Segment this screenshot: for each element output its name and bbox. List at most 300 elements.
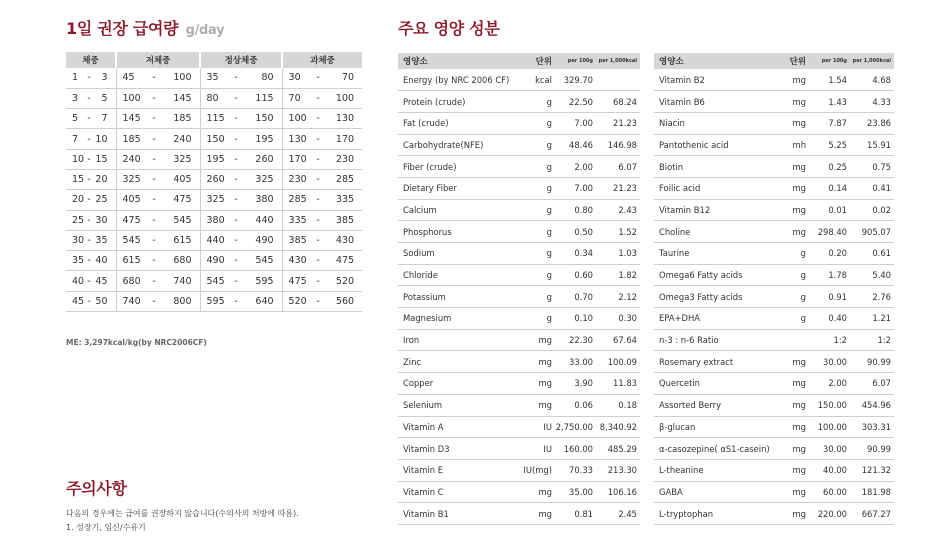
- feeding-title-text: 1일 권장 급여량: [66, 19, 179, 38]
- feeding-range-min: 430: [282, 251, 312, 271]
- feeding-range-dash: -: [84, 251, 94, 271]
- nutrient-name: Pantothenic acid: [654, 134, 776, 156]
- nutrient-per1000: 905.07: [850, 221, 894, 243]
- nutrient-per100: 7.87: [808, 112, 850, 134]
- nutrient-per1000: 146.98: [596, 134, 640, 156]
- nutrient-unit: g: [520, 264, 554, 286]
- feeding-range-max: 195: [242, 129, 282, 149]
- feeding-range-max: 30: [94, 210, 116, 230]
- feeding-range-min: 615: [116, 251, 148, 271]
- nutrient-row: [398, 221, 640, 243]
- feeding-range-min: 3: [66, 88, 84, 108]
- nutrient-unit: g: [520, 156, 554, 178]
- feeding-range-min: 405: [116, 190, 148, 210]
- nutrient-unit: mg: [520, 394, 554, 416]
- feeding-range-dash: -: [84, 169, 94, 189]
- nutrient-name: Vitamin B6: [654, 91, 776, 113]
- feeding-range-max: 115: [242, 88, 282, 108]
- feeding-range-min: 380: [200, 210, 230, 230]
- nutrient-row: [398, 503, 640, 525]
- nutrient-per100: 30.00: [808, 351, 850, 373]
- nutrient-per1000: 23.86: [850, 112, 894, 134]
- feeding-range-dash: -: [230, 149, 242, 169]
- nutrient-per100: 2,750.00: [554, 416, 596, 438]
- feeding-range-max: 800: [160, 291, 200, 311]
- feeding-range-dash: -: [148, 129, 160, 149]
- feeding-range-dash: -: [84, 149, 94, 169]
- feeding-range-max: 3: [94, 68, 116, 88]
- feeding-range-max: 185: [160, 109, 200, 129]
- nutrient-header-unit: 단위: [776, 53, 808, 69]
- nutrient-name: Zinc: [398, 351, 520, 373]
- nutrient-per1000: 90.99: [850, 351, 894, 373]
- feeding-range-min: 150: [200, 129, 230, 149]
- nutrient-header-per1000: per 1,000kcal: [850, 53, 894, 69]
- feeding-range-max: 7: [94, 109, 116, 129]
- nutrient-header-name: 영양소: [398, 53, 520, 69]
- nutrient-unit: g: [520, 243, 554, 265]
- feeding-range-min: 475: [116, 210, 148, 230]
- nutrient-name: Fat (crude): [398, 112, 520, 134]
- feeding-range-min: 545: [116, 230, 148, 250]
- feeding-row: [66, 109, 362, 129]
- nutrient-per100: 35.00: [554, 481, 596, 503]
- nutrient-unit: mg: [776, 481, 808, 503]
- nutrient-unit: IU: [520, 438, 554, 460]
- feeding-range-dash: -: [312, 109, 324, 129]
- nutrient-name: GABA: [654, 481, 776, 503]
- nutrient-name: L-tryptophan: [654, 503, 776, 525]
- feeding-range-dash: -: [230, 109, 242, 129]
- feeding-range-dash: -: [84, 88, 94, 108]
- nutrient-per1000: 11.83: [596, 373, 640, 395]
- nutrient-unit: g: [520, 308, 554, 330]
- feeding-range-min: 30: [66, 230, 84, 250]
- nutrient-row: [654, 416, 894, 438]
- nutrient-per1000: 67.64: [596, 329, 640, 351]
- feeding-range-dash: -: [312, 68, 324, 88]
- feeding-range-min: 335: [282, 210, 312, 230]
- nutrient-row: [654, 243, 894, 265]
- feeding-range-min: 195: [200, 149, 230, 169]
- nutrient-per100: 0.25: [808, 156, 850, 178]
- nutrient-name: Vitamin A: [398, 416, 520, 438]
- feeding-range-max: 45: [94, 271, 116, 291]
- nutrient-unit: g: [520, 134, 554, 156]
- nutrient-row: [398, 134, 640, 156]
- feeding-row: [66, 291, 362, 311]
- nutrient-row: [398, 243, 640, 265]
- nutrient-per100: 1:2: [808, 329, 850, 351]
- feeding-range-max: 145: [160, 88, 200, 108]
- nutrient-row: [398, 286, 640, 308]
- nutrient-per1000: 0.18: [596, 394, 640, 416]
- feeding-row: [66, 210, 362, 230]
- nutrient-per100: 1.43: [808, 91, 850, 113]
- feeding-range-dash: -: [148, 230, 160, 250]
- feeding-range-max: 50: [94, 291, 116, 311]
- nutrient-per100: 298.40: [808, 221, 850, 243]
- nutrient-per1000: 303.31: [850, 416, 894, 438]
- nutrient-unit: g: [520, 221, 554, 243]
- nutrient-per1000: 21.23: [596, 112, 640, 134]
- feeding-range-min: 5: [66, 109, 84, 129]
- feeding-table: [66, 52, 362, 312]
- nutrient-name: Potassium: [398, 286, 520, 308]
- feeding-range-dash: -: [84, 291, 94, 311]
- feeding-row: [66, 149, 362, 169]
- nutrient-per1000: 0.30: [596, 308, 640, 330]
- feeding-range-dash: -: [84, 129, 94, 149]
- feeding-range-min: 545: [200, 271, 230, 291]
- nutrient-per100: 1.78: [808, 264, 850, 286]
- nutrient-unit: mg: [776, 69, 808, 91]
- nutrient-per100: 0.20: [808, 243, 850, 265]
- nutrient-per1000: 5.40: [850, 264, 894, 286]
- nutrient-per1000: 1.03: [596, 243, 640, 265]
- feeding-range-min: 285: [282, 190, 312, 210]
- feeding-range-max: 680: [160, 251, 200, 271]
- nutrient-name: Assorted Berry: [654, 394, 776, 416]
- feeding-range-dash: -: [148, 291, 160, 311]
- nutrient-name: Omega6 Fatty acids: [654, 264, 776, 286]
- feeding-range-max: 10: [94, 129, 116, 149]
- nutrient-name: Chloride: [398, 264, 520, 286]
- nutrient-per1000: 1.82: [596, 264, 640, 286]
- feeding-range-max: 520: [324, 271, 362, 291]
- nutrient-per100: 33.00: [554, 351, 596, 373]
- nutrient-per1000: 6.07: [596, 156, 640, 178]
- feeding-range-min: 740: [116, 291, 148, 311]
- nutrient-row: [654, 459, 894, 481]
- nutrient-name: α-casozepine( αS1-casein): [654, 438, 776, 460]
- nutrient-unit: mg: [776, 503, 808, 525]
- feeding-range-max: 5: [94, 88, 116, 108]
- nutrient-per1000: 2.12: [596, 286, 640, 308]
- nutrient-row: [398, 394, 640, 416]
- nutrient-per1000: 90.99: [850, 438, 894, 460]
- nutrient-unit: g: [520, 199, 554, 221]
- nutrient-row: [654, 373, 894, 395]
- nutrient-unit: mg: [776, 438, 808, 460]
- nutrient-unit: mh: [776, 134, 808, 156]
- nutrient-row: [654, 308, 894, 330]
- nutrient-per100: 220.00: [808, 503, 850, 525]
- feeding-range-max: 475: [324, 251, 362, 271]
- feeding-range-max: 80: [242, 68, 282, 88]
- nutrient-row: [398, 329, 640, 351]
- nutrient-unit: mg: [776, 416, 808, 438]
- feeding-range-min: 45: [66, 291, 84, 311]
- feeding-range-dash: -: [230, 210, 242, 230]
- nutrient-row: [654, 221, 894, 243]
- nutrient-per100: 1.54: [808, 69, 850, 91]
- feeding-range-dash: -: [84, 210, 94, 230]
- nutrient-per1000: 0.02: [850, 199, 894, 221]
- feeding-range-max: 150: [242, 109, 282, 129]
- nutrient-row: [654, 91, 894, 113]
- nutrient-row: [398, 264, 640, 286]
- feeding-range-dash: -: [148, 271, 160, 291]
- feeding-range-max: 560: [324, 291, 362, 311]
- feeding-range-dash: -: [84, 230, 94, 250]
- feeding-range-min: 325: [200, 190, 230, 210]
- nutrient-unit: mg: [520, 503, 554, 525]
- nutrient-row: [398, 459, 640, 481]
- feeding-range-max: 405: [160, 169, 200, 189]
- nutrient-row: [654, 69, 894, 91]
- feeding-header-normal: 정상체중: [200, 52, 282, 68]
- feeding-range-max: 475: [160, 190, 200, 210]
- nutrient-unit: [776, 329, 808, 351]
- nutrient-unit: IU: [520, 416, 554, 438]
- feeding-range-max: 25: [94, 190, 116, 210]
- nutrient-unit: g: [776, 308, 808, 330]
- nutrient-unit: g: [520, 91, 554, 113]
- nutrient-header-per100: per 100g: [808, 53, 850, 69]
- nutrient-unit: mg: [520, 481, 554, 503]
- nutrient-per100: 30.00: [808, 438, 850, 460]
- feeding-range-max: 170: [324, 129, 362, 149]
- feeding-range-min: 185: [116, 129, 148, 149]
- feeding-range-dash: -: [312, 88, 324, 108]
- nutrient-name: L-theanine: [654, 459, 776, 481]
- me-note: ME: 3,297kcal/kg(by NRC2006CF): [66, 338, 207, 347]
- nutrient-per100: 0.50: [554, 221, 596, 243]
- nutrient-per1000: 454.96: [850, 394, 894, 416]
- feeding-range-min: 325: [116, 169, 148, 189]
- nutrient-name: n-3 : n-6 Ratio: [654, 329, 776, 351]
- nutrient-unit: mg: [776, 156, 808, 178]
- feeding-range-max: 335: [324, 190, 362, 210]
- nutrient-unit: mg: [776, 394, 808, 416]
- feeding-range-dash: -: [230, 169, 242, 189]
- nutrient-name: Carbohydrate(NFE): [398, 134, 520, 156]
- nutrient-name: Foilic acid: [654, 177, 776, 199]
- nutrient-header-name: 영양소: [654, 53, 776, 69]
- feeding-range-max: 15: [94, 149, 116, 169]
- nutrient-row: [398, 438, 640, 460]
- feeding-range-dash: -: [312, 230, 324, 250]
- feeding-range-min: 20: [66, 190, 84, 210]
- nutrient-unit: kcal: [520, 69, 554, 91]
- feeding-range-min: 35: [200, 68, 230, 88]
- nutrient-name: Quercetin: [654, 373, 776, 395]
- feeding-range-dash: -: [312, 251, 324, 271]
- nutrient-name: Protein (crude): [398, 91, 520, 113]
- nutrient-name: Vitamin C: [398, 481, 520, 503]
- nutrient-per100: 22.30: [554, 329, 596, 351]
- feeding-range-min: 130: [282, 129, 312, 149]
- nutrient-row: [654, 112, 894, 134]
- feeding-row: [66, 68, 362, 88]
- feeding-range-dash: -: [230, 68, 242, 88]
- nutrient-row: [654, 394, 894, 416]
- feeding-header-underweight: 저체중: [116, 52, 200, 68]
- nutrient-per1000: [596, 69, 640, 91]
- feeding-range-dash: -: [148, 88, 160, 108]
- nutrient-per100: 22.50: [554, 91, 596, 113]
- feeding-range-min: 1: [66, 68, 84, 88]
- feeding-range-min: 100: [116, 88, 148, 108]
- nutrient-header-per1000: per 1,000kcal: [596, 53, 640, 69]
- nutrient-per100: 0.34: [554, 243, 596, 265]
- nutrient-per1000: 0.75: [850, 156, 894, 178]
- nutrient-name: Vitamin B2: [654, 69, 776, 91]
- nutrient-per100: 0.06: [554, 394, 596, 416]
- feeding-range-dash: -: [230, 291, 242, 311]
- feeding-range-dash: -: [148, 149, 160, 169]
- nutrient-name: Phosphorus: [398, 221, 520, 243]
- feeding-range-dash: -: [312, 271, 324, 291]
- nutrient-row: [398, 373, 640, 395]
- feeding-range-max: 40: [94, 251, 116, 271]
- feeding-range-min: 385: [282, 230, 312, 250]
- nutrient-unit: mg: [776, 221, 808, 243]
- nutrient-unit: IU(mg): [520, 459, 554, 481]
- nutrients-table-left: [398, 53, 640, 525]
- nutrient-per100: 0.70: [554, 286, 596, 308]
- feeding-range-dash: -: [230, 88, 242, 108]
- nutrient-name: Energy (by NRC 2006 CF): [398, 69, 520, 91]
- nutrient-per100: 329.70: [554, 69, 596, 91]
- nutrient-per1000: 485.29: [596, 438, 640, 460]
- nutrient-name: Vitamin D3: [398, 438, 520, 460]
- feeding-header-weight: 체중: [66, 52, 116, 68]
- feeding-range-dash: -: [148, 210, 160, 230]
- nutrient-per100: 7.00: [554, 112, 596, 134]
- nutrient-per1000: 1.21: [850, 308, 894, 330]
- feeding-range-max: 615: [160, 230, 200, 250]
- nutrient-row: [398, 416, 640, 438]
- caution-title: 주의사항: [66, 479, 127, 498]
- feeding-header-overweight: 과체중: [282, 52, 362, 68]
- nutrient-per100: 40.00: [808, 459, 850, 481]
- nutrient-row: [654, 351, 894, 373]
- feeding-range-max: 130: [324, 109, 362, 129]
- nutrient-per1000: 21.23: [596, 177, 640, 199]
- nutrient-row: [398, 177, 640, 199]
- feeding-range-min: 475: [282, 271, 312, 291]
- nutrient-per100: 150.00: [808, 394, 850, 416]
- caution-line-2: 1. 성장기, 임신/수유기: [66, 523, 146, 532]
- feeding-range-dash: -: [84, 271, 94, 291]
- nutrient-name: Vitamin B1: [398, 503, 520, 525]
- nutrient-per1000: 0.61: [850, 243, 894, 265]
- feeding-range-max: 285: [324, 169, 362, 189]
- nutrient-per1000: 121.32: [850, 459, 894, 481]
- feeding-range-min: 70: [282, 88, 312, 108]
- nutrient-per1000: 106.16: [596, 481, 640, 503]
- nutrient-per1000: 1:2: [850, 329, 894, 351]
- feeding-range-max: 325: [160, 149, 200, 169]
- nutrient-row: [398, 199, 640, 221]
- feeding-row: [66, 169, 362, 189]
- feeding-range-max: 100: [324, 88, 362, 108]
- nutrient-row: [654, 199, 894, 221]
- nutrient-per100: 100.00: [808, 416, 850, 438]
- nutrient-row: [398, 112, 640, 134]
- feeding-row: [66, 251, 362, 271]
- nutrient-per100: 0.40: [808, 308, 850, 330]
- feeding-range-dash: -: [312, 291, 324, 311]
- nutrient-per100: 0.60: [554, 264, 596, 286]
- nutrient-unit: mg: [520, 351, 554, 373]
- feeding-unit: g/day: [185, 23, 225, 38]
- nutrient-per1000: 181.98: [850, 481, 894, 503]
- nutrient-row: [398, 351, 640, 373]
- feeding-range-dash: -: [312, 129, 324, 149]
- feeding-range-dash: -: [84, 68, 94, 88]
- feeding-range-max: 430: [324, 230, 362, 250]
- feeding-range-dash: -: [230, 271, 242, 291]
- nutrient-name: Taurine: [654, 243, 776, 265]
- nutrient-per1000: 2.76: [850, 286, 894, 308]
- feeding-range-min: 520: [282, 291, 312, 311]
- nutrient-name: Dietary Fiber: [398, 177, 520, 199]
- nutrient-unit: g: [776, 264, 808, 286]
- nutrient-row: [654, 156, 894, 178]
- caution-line-1: 다음의 경우에는 급여를 권장하지 않습니다(수의사의 처방에 따름).: [66, 509, 299, 518]
- feeding-range-min: 25: [66, 210, 84, 230]
- feeding-row: [66, 190, 362, 210]
- nutrient-per100: 2.00: [554, 156, 596, 178]
- feeding-range-max: 380: [242, 190, 282, 210]
- feeding-range-min: 45: [116, 68, 148, 88]
- nutrient-unit: g: [520, 112, 554, 134]
- nutrient-name: Rosemary extract: [654, 351, 776, 373]
- feeding-range-max: 490: [242, 230, 282, 250]
- nutrient-per100: 0.10: [554, 308, 596, 330]
- nutrient-name: Niacin: [654, 112, 776, 134]
- feeding-range-dash: -: [148, 109, 160, 129]
- nutrients-left-body: [398, 69, 640, 524]
- nutrient-per1000: 8,340.92: [596, 416, 640, 438]
- feeding-title: [66, 16, 224, 39]
- nutrients-title: 주요 영양 성분: [398, 19, 500, 38]
- nutrients-table-right: [654, 53, 894, 525]
- feeding-range-dash: -: [230, 230, 242, 250]
- nutrient-per100: 0.14: [808, 177, 850, 199]
- nutrient-unit: mg: [520, 329, 554, 351]
- nutrient-name: Omega3 Fatty acids: [654, 286, 776, 308]
- feeding-row: [66, 230, 362, 250]
- nutrient-per100: 60.00: [808, 481, 850, 503]
- nutrient-per1000: 6.07: [850, 373, 894, 395]
- nutrient-row: [654, 286, 894, 308]
- nutrient-row: [398, 308, 640, 330]
- nutrient-per1000: 213.30: [596, 459, 640, 481]
- nutrient-name: β-glucan: [654, 416, 776, 438]
- nutrient-per100: 5.25: [808, 134, 850, 156]
- feeding-range-min: 115: [200, 109, 230, 129]
- nutrient-row: [654, 503, 894, 525]
- nutrient-row: [398, 156, 640, 178]
- feeding-range-max: 100: [160, 68, 200, 88]
- feeding-range-min: 80: [200, 88, 230, 108]
- feeding-range-max: 385: [324, 210, 362, 230]
- nutrient-unit: g: [776, 243, 808, 265]
- nutrient-header-per100: per 100g: [554, 53, 596, 69]
- nutrient-per100: 0.01: [808, 199, 850, 221]
- nutrient-unit: mg: [776, 112, 808, 134]
- caution-text: [66, 507, 299, 535]
- feeding-range-dash: -: [312, 210, 324, 230]
- feeding-row: [66, 88, 362, 108]
- feeding-range-min: 15: [66, 169, 84, 189]
- feeding-row: [66, 129, 362, 149]
- feeding-range-max: 740: [160, 271, 200, 291]
